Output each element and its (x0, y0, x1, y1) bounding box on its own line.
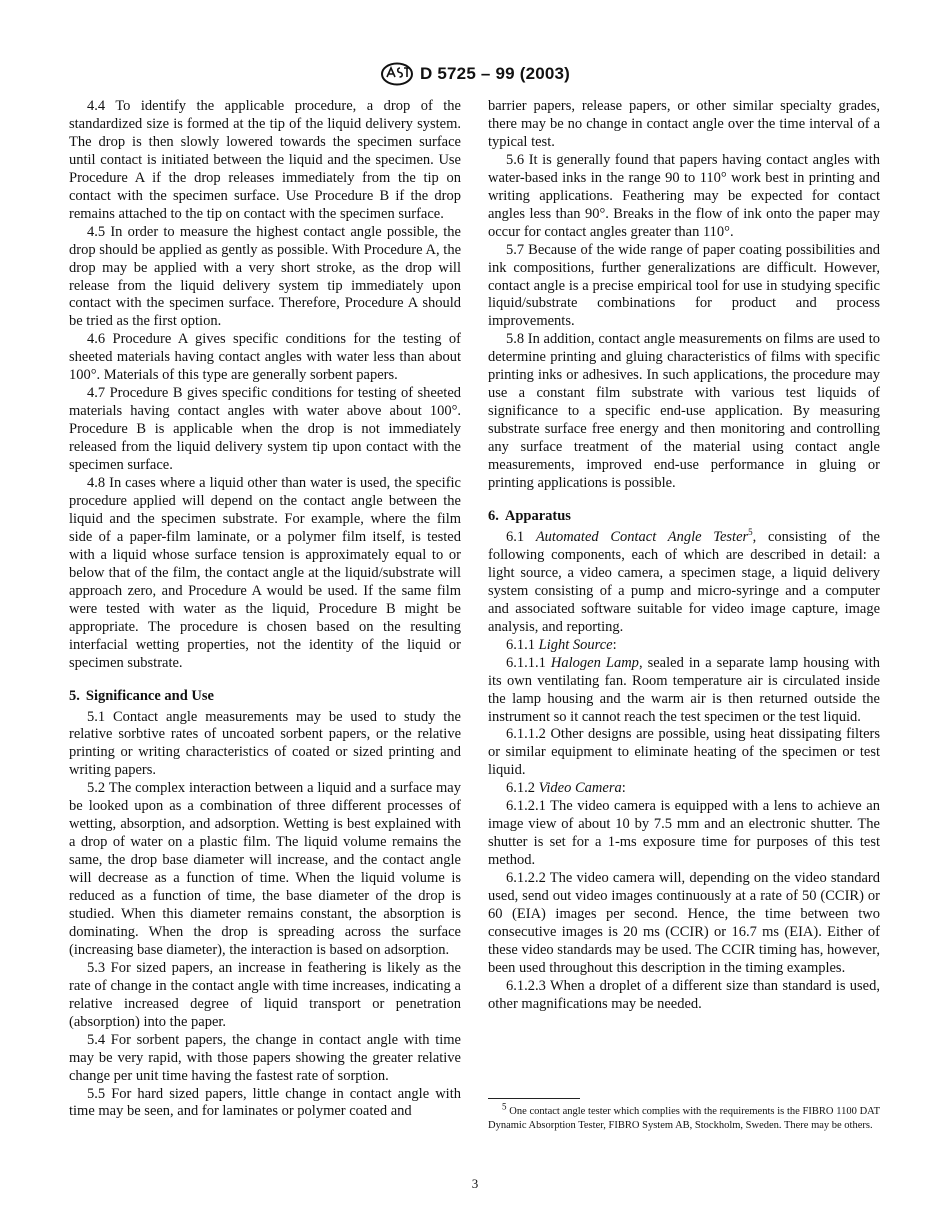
paragraph-5-7: 5.7 Because of the wide range of paper coating possibilities and ink compositions, further generalizations are difficult. However, contact angle is a precise empirical tool for use in studying specific liquid/substrate combinations for product and process improvements. (488, 241, 880, 330)
paragraph-4-4: 4.4 To identify the applicable procedure, a drop of the standardized size is formed at the tip of the liquid delivery system. The drop is then slowly lowered towards the specimen surface until contact is initiated between the liquid and the specimen. Use Procedure A if the drop releases immediately from the tip on contact with the specimen surface. Use Procedure B if the drop remains attached to the tip on contact with the specimen surface. (69, 98, 461, 222)
paragraph-6-1-1-1-title: Halogen Lamp (550, 654, 639, 671)
paragraph-6-1-1: 6.1.1 Light Source: (506, 636, 617, 653)
paragraph-4-8: 4.8 In cases where a liquid other than water is used, the specific procedure applied will depend on the contact angle between the liquid and the specimen substrate. For example, where the film side of a paper-film laminate, or a polymer film itself, is tested with a liquid whose surface tension is approximately equal to or below that of the film, the contact angle at the liquid/substrate will approach zero, and Procedure A would be used. If the same film were tested with water as the liquid, Procedure B might be appropriate. The procedure is chosen based on the resulting interfacial wetting properties, not the identity of the liquid or specimen substrate. (69, 475, 461, 671)
footnote-divider (488, 1098, 580, 1099)
footnote-5 (488, 1101, 880, 1132)
page-header (0, 62, 950, 86)
paragraph-6-1-text: , consisting of the following components, each of which are described in detail: a light source, a video camera, a specimen stage, a liquid delivery system consisting of a pump and micro-syringe and a computer and associated software suitable for video image capture, image analysis, and reporting. (488, 528, 880, 635)
paragraph-5-3: 5.3 For sized papers, an increase in feathering is likely as the rate of change in the contact angle with time increases, indicating a relative increased degree of liquid transport or penetration (absorption) into the paper. (69, 959, 461, 1030)
paragraph-6-1-2-number: 6.1.2 (506, 780, 535, 797)
footnote-marker: 5 (502, 1101, 507, 1112)
paragraph-6-1-1-number: 6.1.1 (506, 636, 535, 653)
paragraph-6-1-2-title: Video Camera (538, 780, 622, 797)
paragraph-4-5: 4.5 In order to measure the highest contact angle possible, the drop should be applied as gently as possible. With Procedure A, the drop may be applied with a very short stroke, as the drop will release from the liquid delivery system tip immediately upon contact with the specimen surface. Therefore, Procedure A should be tried as the first option. (69, 223, 461, 330)
paragraph-6-1-2-3: 6.1.2.3 When a droplet of a different size than standard is used, other magnifications may be needed. (488, 977, 880, 1012)
footnote-ref-5[interactable]: 5 (748, 527, 753, 538)
section-6-heading (488, 507, 880, 525)
paragraph-6-1-title: Automated Contact Angle Tester (535, 528, 749, 545)
section-6-number: 6. (488, 507, 499, 524)
section-5-title: Significance and Use (85, 687, 214, 704)
paragraph-5-8: 5.8 In addition, contact angle measurements on films are used to determine printing and gluing characteristics of films with specific printing inks or adhesives. In such applications, the procedure may use a constant film substrate with various test liquids of significance to a specific end-use application. By measuring substrate surface free energy and then monitoring and controlling any surface treatment of the material using contact angle measurements, improved end-use performance in gluing or printing applications is possible. (488, 331, 880, 492)
paragraph-6-1 (488, 529, 880, 637)
page-number: 3 (471, 1176, 479, 1191)
paragraph-4-6: 4.6 Procedure A gives specific conditions for the testing of sheeted materials having contact angles with water less than about 100°. Materials of this type are generally sorbent papers. (69, 331, 461, 384)
paragraph-5-1: 5.1 Contact angle measurements may be used to study the relative sorbtive rates of uncoated sorbent papers, or the relative printing or writing characteristics of coated or sized printing and writing papers. (69, 708, 461, 779)
paragraph-6-1-1-1-number: 6.1.1.1 (506, 654, 546, 671)
paragraph-6-1-1-title: Light Source (538, 636, 613, 653)
paragraph-6-1-2: 6.1.2 Video Camera: (506, 780, 626, 797)
section-5-heading (69, 687, 461, 705)
paragraph-6-1-number: 6.1 (506, 528, 525, 545)
left-column (69, 98, 461, 1121)
document-id: D 5725 – 99 (2003) (419, 64, 571, 83)
astm-logo-icon (380, 62, 414, 86)
paragraph-5-5-continued: barrier papers, release papers, or other similar specialty grades, there may be no change in contact angle over the time interval of a typical test. (488, 98, 880, 150)
footnote-text: One contact angle tester which complies with the requirements is the FIBRO 1100 DAT Dynamic Absorption Tester, FIBRO System AB, Stockholm, Sweden. There may be others. (488, 1106, 880, 1131)
paragraph-4-7: 4.7 Procedure B gives specific conditions for testing of sheeted materials having contact angles with water above about 100°. Procedure B is applicable when the drop is not immediately released from the liquid delivery system tip upon contact with the specimen surface. (69, 385, 461, 474)
right-column (488, 98, 880, 1014)
paragraph-6-1-1-1 (488, 655, 880, 727)
paragraph-5-6: 5.6 It is generally found that papers having contact angles with water-based inks in the range 90 to 110° work best in printing and writing applications. Feathering may be expected for contact angles less than 90°. Breaks in the flow of ink onto the paper may occur for contact angles greater than 110°. (488, 151, 880, 240)
section-6-title: Apparatus (504, 507, 571, 524)
paragraph-5-2: 5.2 The complex interaction between a liquid and a surface may be looked upon as a combination of three different processes of wetting, absorption, and adsorption. Wetting is best explained with a drop of water on a plastic film. The liquid volume remains the same, the drop base diameter will increase, and the contact angle will decrease as a function of time. When the liquid volume is reduced as a function of time, the base diameter of the drop is studied. When this diameter remains constant, the absorption is dominating. When the drop is spreading across the surface (increasing base diameter), the interaction is based on adsorption. (69, 780, 461, 958)
paragraph-6-1-1-1-text: , sealed in a separate lamp housing with its own ventilating fan. Room temperature air is circulated inside the lamp housing and the warm air is then returned outside the instrument so it cannot reach the test specimen or the test liquid. (488, 654, 880, 725)
paragraph-5-4: 5.4 For sorbent papers, the change in contact angle with time may be very rapid, with those papers showing the greater relative change per unit time having the fastest rate of sorption. (69, 1031, 461, 1084)
section-5-number: 5. (69, 687, 80, 704)
paragraph-6-1-1-2: 6.1.1.2 Other designs are possible, using heat dissipating filters or similar equipment to eliminate heating of the specimen or test liquid. (488, 726, 880, 779)
paragraph-6-1-2-2: 6.1.2.2 The video camera will, depending on the video standard used, send out video images continuously at a rate of 50 (CCIR) or 60 (EIA) images per second. Hence, the time between two consecutive images is 20 ms (CCIR) or 16.7 ms (EIA). Either of these video standards may be used. The CCIR timing has, however, been used throughout this description in the timing examples. (488, 870, 880, 976)
paragraph-6-1-2-1: 6.1.2.1 The video camera is equipped with a lens to achieve an image view of about 10 by 7.5 mm and an electronic shutter. The shutter is set for a 1-ms exposure time for purposes of this test method. (488, 798, 880, 869)
paragraph-5-5: 5.5 For hard sized papers, little change in contact angle with time may be seen, and for laminates or polymer coated and (69, 1085, 461, 1120)
